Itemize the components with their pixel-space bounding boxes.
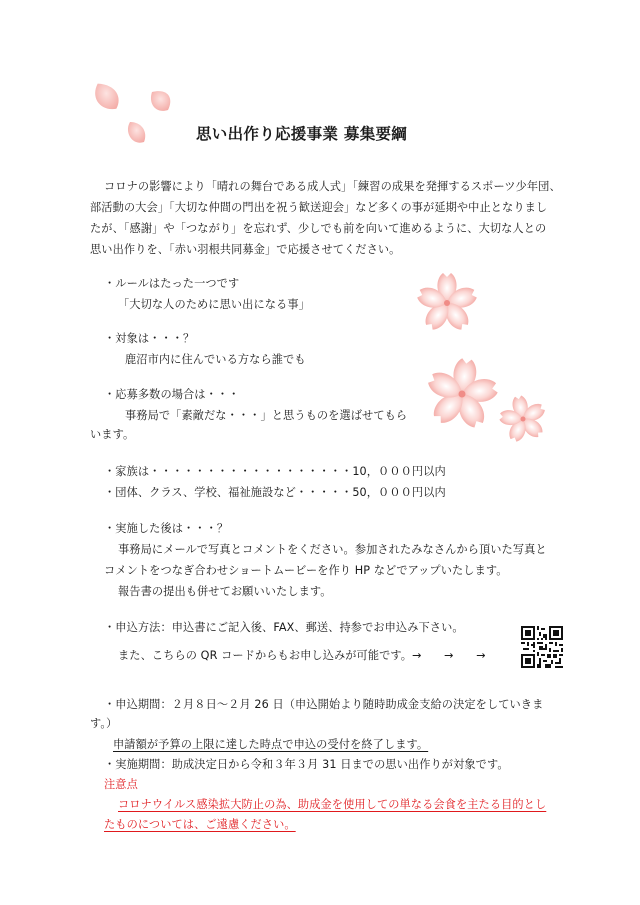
intro-line-2: 部活動の大会」「大切な仲間の門出を祝う歓送迎会」など多くの事が延期や中止となりまし <box>90 201 548 214</box>
sakura-flower-icon <box>414 270 480 336</box>
apply-qr-text: また、こちらの QR コードからもお申し込みが可能です。→ → → <box>118 649 486 662</box>
after-line-2: コメントをつなぎ合わせショートムービーを作り HP などでアップいたします。 <box>104 564 508 577</box>
caution-line-1: コロナウイルス感染拡大防止の為、助成金を使用しての単なる会食を主たる目的とし <box>118 798 547 811</box>
many-detail-2: います。 <box>90 428 135 441</box>
implementation-period: ・実施期間：助成決定日から令和３年３月 31 日までの思い出作りが対象です。 <box>104 758 509 771</box>
many-heading: ・応募多数の場合は・・・ <box>104 388 240 401</box>
apply-method: ・申込方法：申込書にご記入後、FAX、郵送、持参でお申込み下さい。 <box>104 621 464 634</box>
period-limit-note: 申請額が予算の上限に達した時点で申込の受付を終了します。 <box>113 738 429 751</box>
rule-heading: ・ルールはたった一つです <box>104 277 240 290</box>
rule-detail: 「大切な人のために思い出になる事」 <box>118 298 310 311</box>
sakura-petal-icon <box>90 70 190 150</box>
caution-line-2: たものについては、ご遠慮ください。 <box>104 818 296 831</box>
amount-group: ・団体、クラス、学校、福祉施設など・・・・・50，０００円以内 <box>104 486 446 499</box>
intro-line-1: コロナの影響により「晴れの舞台である成人式」「練習の成果を発揮するスポーツ少年団、 <box>104 180 561 193</box>
intro-line-4: 思い出作りを、「赤い羽根共同募金」で応援させてください。 <box>90 243 401 256</box>
many-detail: 事務局で「素敵だな・・・」と思うものを選ばせてもら <box>125 409 408 422</box>
after-heading: ・実施した後は・・・？ <box>104 522 229 535</box>
amount-family: ・家族は・・・・・・・・・・・・・・・・・・10，０００円以内 <box>104 465 446 478</box>
after-line-1: 事務局にメールで写真とコメントをください。参加されたみなさんから頂いた写真と <box>118 543 547 556</box>
caution-heading: 注意点 <box>104 778 138 791</box>
intro-line-3: たが、「感謝」や「つながり」を忘れず、少しでも前を向いて進めるように、大切な人との <box>90 222 547 235</box>
page-title: 思い出作り応援事業 募集要綱 <box>196 125 408 143</box>
target-heading: ・対象は・・・？ <box>104 332 195 345</box>
qr-code-icon[interactable] <box>521 626 563 668</box>
target-detail: 鹿沼市内に住んでいる方なら誰でも <box>125 353 306 366</box>
period-line-2: す。） <box>90 717 118 730</box>
after-line-3: 報告書の提出も併せてお願いいたします。 <box>118 585 332 598</box>
sakura-flower-icon <box>424 356 500 432</box>
period-line-1: ・申込期間：２月８日～２月 26 日（申込開始より随時助成金支給の決定をしていきま <box>104 698 544 711</box>
sakura-flower-icon <box>498 394 548 444</box>
